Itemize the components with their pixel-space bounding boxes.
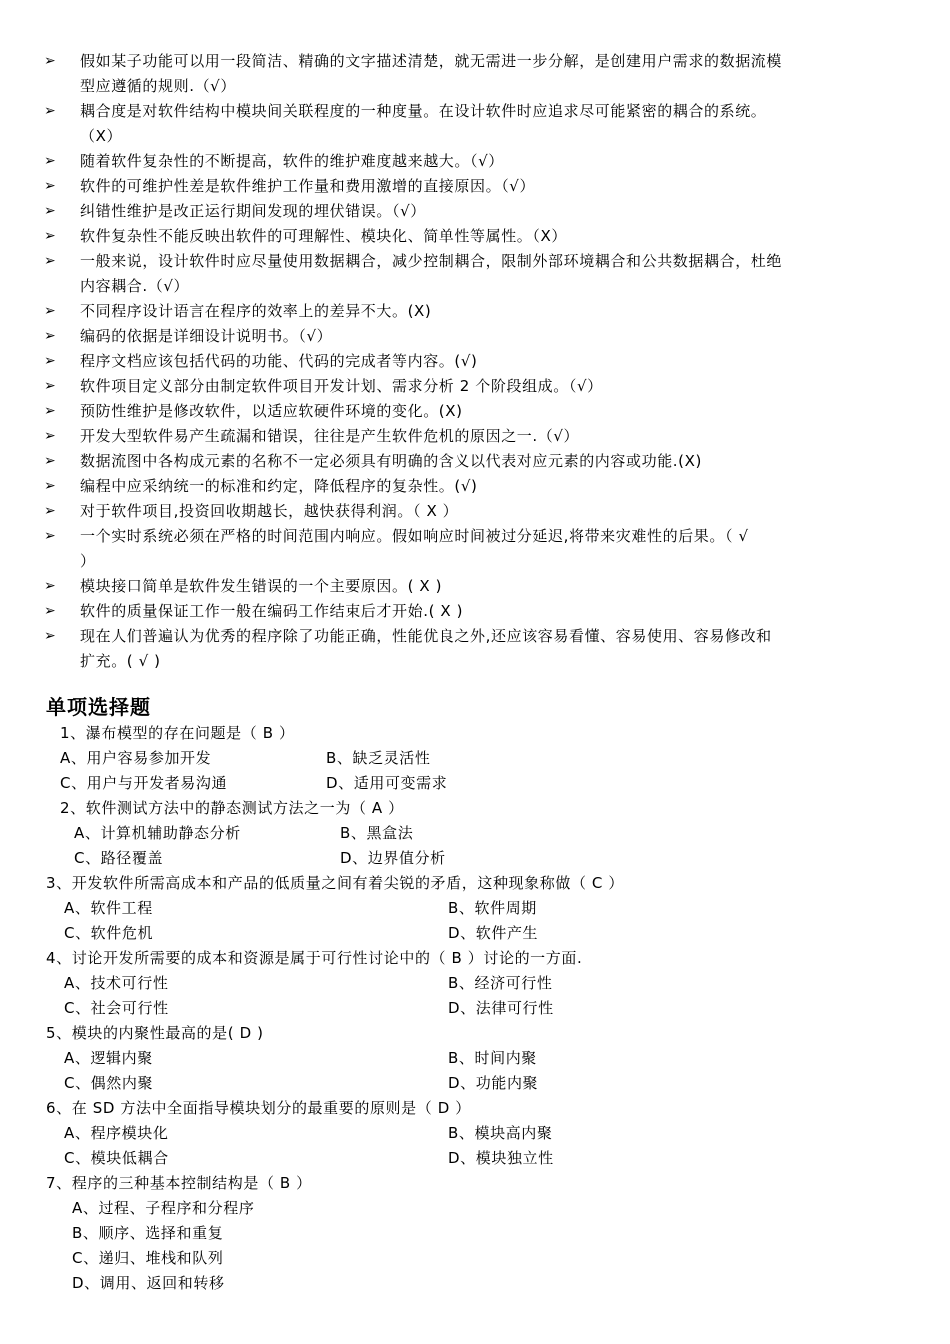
question-stem: 7、程序的三种基本控制结构是（ B ） (46, 1174, 312, 1192)
arrow-bullet-icon: ➢ (44, 203, 56, 219)
answer-option: C、社会可行性 (64, 999, 169, 1017)
option-row (46, 996, 906, 1021)
answer-option: C、偶然内聚 (64, 1074, 154, 1092)
tf-statement (80, 324, 910, 349)
arrow-bullet-icon: ➢ (44, 153, 56, 169)
answer-option: D、调用、返回和转移 (72, 1274, 225, 1292)
tf-statement-line: 编码的依据是详细设计说明书。（√） (80, 327, 333, 345)
multiple-choice-section (46, 721, 906, 1296)
answer-option: B、缺乏灵活性 (326, 749, 431, 767)
arrow-bullet-icon: ➢ (44, 178, 56, 194)
tf-statement (80, 449, 910, 474)
answer-option: A、程序模块化 (64, 1124, 169, 1142)
arrow-bullet-icon: ➢ (44, 378, 56, 394)
answer-option: B、黑盒法 (340, 824, 414, 842)
arrow-bullet-icon: ➢ (44, 628, 56, 644)
answer-option: A、用户容易参加开发 (60, 749, 212, 767)
tf-statement (80, 149, 910, 174)
answer-option: D、软件产生 (448, 924, 539, 942)
tf-item (44, 449, 910, 474)
tf-statement-line: 对于软件项目,投资回收期越长，越快获得利润。（ X ） (80, 502, 459, 520)
tf-item (44, 574, 910, 599)
tf-item (44, 499, 910, 524)
tf-statement-line: 耦合度是对软件结构中模块间关联程度的一种度量。在设计软件时应追求尽可能紧密的耦合的系统。 (80, 102, 767, 120)
answer-option: A、过程、子程序和分程序 (72, 1199, 255, 1217)
arrow-bullet-icon: ➢ (44, 453, 56, 469)
tf-statement-line: 编程中应采纳统一的标准和约定，降低程序的复杂性。(√) (80, 477, 478, 495)
arrow-bullet-icon: ➢ (44, 403, 56, 419)
tf-statement (80, 224, 910, 249)
tf-statement (80, 474, 910, 499)
arrow-bullet-icon: ➢ (44, 228, 56, 244)
answer-option: B、时间内聚 (448, 1049, 537, 1067)
tf-statement-line: 软件的质量保证工作一般在编码工作结束后才开始.( X ) (80, 602, 464, 620)
arrow-bullet-icon: ➢ (44, 603, 56, 619)
tf-item (44, 224, 910, 249)
tf-statement-line: 假如某子功能可以用一段简洁、精确的文字描述清楚，就无需进一步分解，是创建用户需求的数据流模 (80, 52, 783, 70)
tf-item (44, 149, 910, 174)
tf-item (44, 624, 910, 674)
question-stem: 5、模块的内聚性最高的是( D ) (46, 1024, 264, 1042)
answer-option: D、适用可变需求 (326, 774, 448, 792)
option-row (46, 746, 906, 771)
tf-statement-line: 纠错性维护是改正运行期间发现的埋伏错误。（√） (80, 202, 426, 220)
answer-option: C、用户与开发者易沟通 (60, 774, 228, 792)
tf-statement-line: 预防性维护是修改软件，以适应软硬件环境的变化。(X) (80, 402, 463, 420)
tf-statement (80, 424, 910, 449)
tf-statement-line: 一般来说，设计软件时应尽量使用数据耦合，减少控制耦合，限制外部环境耦合和公共数据耦合，杜绝 (80, 252, 783, 270)
tf-item (44, 424, 910, 449)
option-row (46, 971, 906, 996)
tf-statement-line: 软件复杂性不能反映出软件的可理解性、模块化、简单性等属性。（X） (80, 227, 567, 245)
arrow-bullet-icon: ➢ (44, 328, 56, 344)
tf-item (44, 199, 910, 224)
option-row (46, 771, 906, 796)
option-row (46, 1071, 906, 1096)
section-title: 单项选择题 (46, 695, 151, 719)
question-stem: 3、开发软件所需高成本和产品的低质量之间有着尖锐的矛盾，这种现象称做（ C ） (46, 874, 624, 892)
arrow-bullet-icon: ➢ (44, 103, 56, 119)
tf-statement (80, 499, 910, 524)
tf-item (44, 349, 910, 374)
tf-statement-line: 随着软件复杂性的不断提高，软件的维护难度越来越大。（√） (80, 152, 504, 170)
tf-statement (80, 624, 910, 674)
question-stem: 1、瀑布模型的存在问题是（ B ） (60, 724, 295, 742)
arrow-bullet-icon: ➢ (44, 478, 56, 494)
answer-option: B、模块高内聚 (448, 1124, 553, 1142)
tf-statement-line: 软件项目定义部分由制定软件项目开发计划、需求分析 2 个阶段组成。（√） (80, 377, 603, 395)
arrow-bullet-icon: ➢ (44, 253, 56, 269)
true-false-list (44, 49, 910, 674)
tf-statement (80, 399, 910, 424)
tf-statement (80, 99, 910, 149)
answer-option: C、模块低耦合 (64, 1149, 169, 1167)
option-row (46, 896, 906, 921)
arrow-bullet-icon: ➢ (44, 503, 56, 519)
question-stem: 4、讨论开发所需要的成本和资源是属于可行性讨论中的（ B ）讨论的一方面. (46, 949, 583, 967)
tf-statement-line: 型应遵循的规则.（√） (80, 77, 236, 95)
tf-statement-line: 内容耦合.（√） (80, 277, 190, 295)
answer-option: C、软件危机 (64, 924, 154, 942)
arrow-bullet-icon: ➢ (44, 578, 56, 594)
tf-item (44, 299, 910, 324)
answer-option: C、递归、堆栈和队列 (72, 1249, 224, 1267)
question-stem: 2、软件测试方法中的静态测试方法之一为（ A ） (60, 799, 404, 817)
answer-option: B、经济可行性 (448, 974, 553, 992)
arrow-bullet-icon: ➢ (44, 428, 56, 444)
arrow-bullet-icon: ➢ (44, 303, 56, 319)
tf-statement-line: ） (80, 552, 96, 570)
tf-item (44, 174, 910, 199)
answer-option: A、软件工程 (64, 899, 153, 917)
arrow-bullet-icon: ➢ (44, 353, 56, 369)
tf-item (44, 599, 910, 624)
tf-statement (80, 574, 910, 599)
tf-statement-line: 扩充。( √ ) (80, 652, 161, 670)
arrow-bullet-icon: ➢ (44, 53, 56, 69)
tf-statement (80, 249, 910, 299)
tf-statement (80, 199, 910, 224)
tf-statement-line: 一个实时系统必须在严格的时间范围内响应。假如响应时间被过分延迟,将带来灾难性的后果。（ √ (80, 527, 749, 545)
tf-statement (80, 49, 910, 99)
answer-option: A、技术可行性 (64, 974, 169, 992)
tf-statement (80, 299, 910, 324)
tf-item (44, 524, 910, 574)
answer-option: D、法律可行性 (448, 999, 554, 1017)
tf-statement-line: 程序文档应该包括代码的功能、代码的完成者等内容。(√) (80, 352, 478, 370)
arrow-bullet-icon: ➢ (44, 528, 56, 544)
tf-item (44, 474, 910, 499)
tf-statement-line: 软件的可维护性差是软件维护工作量和费用激增的直接原因。（√） (80, 177, 536, 195)
tf-statement (80, 599, 910, 624)
option-row (46, 1121, 906, 1146)
tf-statement-line: 开发大型软件易产生疏漏和错误，往往是产生软件危机的原因之一.（√） (80, 427, 580, 445)
tf-statement (80, 174, 910, 199)
answer-option: C、路径覆盖 (74, 849, 164, 867)
answer-option: D、边界值分析 (340, 849, 446, 867)
tf-statement-line: 数据流图中各构成元素的名称不一定必须具有明确的含义以代表对应元素的内容或功能.(X) (80, 452, 702, 470)
tf-statement (80, 349, 910, 374)
option-row (46, 921, 906, 946)
option-row (46, 821, 906, 846)
answer-option: A、计算机辅助静态分析 (74, 824, 241, 842)
option-row (46, 1046, 906, 1071)
answer-option: D、模块独立性 (448, 1149, 554, 1167)
answer-option: B、顺序、选择和重复 (72, 1224, 224, 1242)
tf-statement-line: 不同程序设计语言在程序的效率上的差异不大。(X) (80, 302, 432, 320)
answer-option: D、功能内聚 (448, 1074, 539, 1092)
option-row (46, 846, 906, 871)
answer-option: B、软件周期 (448, 899, 537, 917)
tf-statement-line: 现在人们普遍认为优秀的程序除了功能正确，性能优良之外,还应该容易看懂、容易使用、容易修改和 (80, 627, 772, 645)
tf-item (44, 324, 910, 349)
tf-item (44, 49, 910, 99)
tf-item (44, 99, 910, 149)
option-row (46, 1146, 906, 1171)
answer-option: A、逻辑内聚 (64, 1049, 153, 1067)
question-stem: 6、在 SD 方法中全面指导模块划分的最重要的原则是（ D ） (46, 1099, 471, 1117)
tf-statement (80, 374, 910, 399)
tf-item (44, 249, 910, 299)
tf-statement-line: （X） (80, 127, 123, 145)
tf-statement (80, 524, 910, 574)
tf-item (44, 374, 910, 399)
tf-item (44, 399, 910, 424)
tf-statement-line: 模块接口简单是软件发生错误的一个主要原因。( X ) (80, 577, 443, 595)
